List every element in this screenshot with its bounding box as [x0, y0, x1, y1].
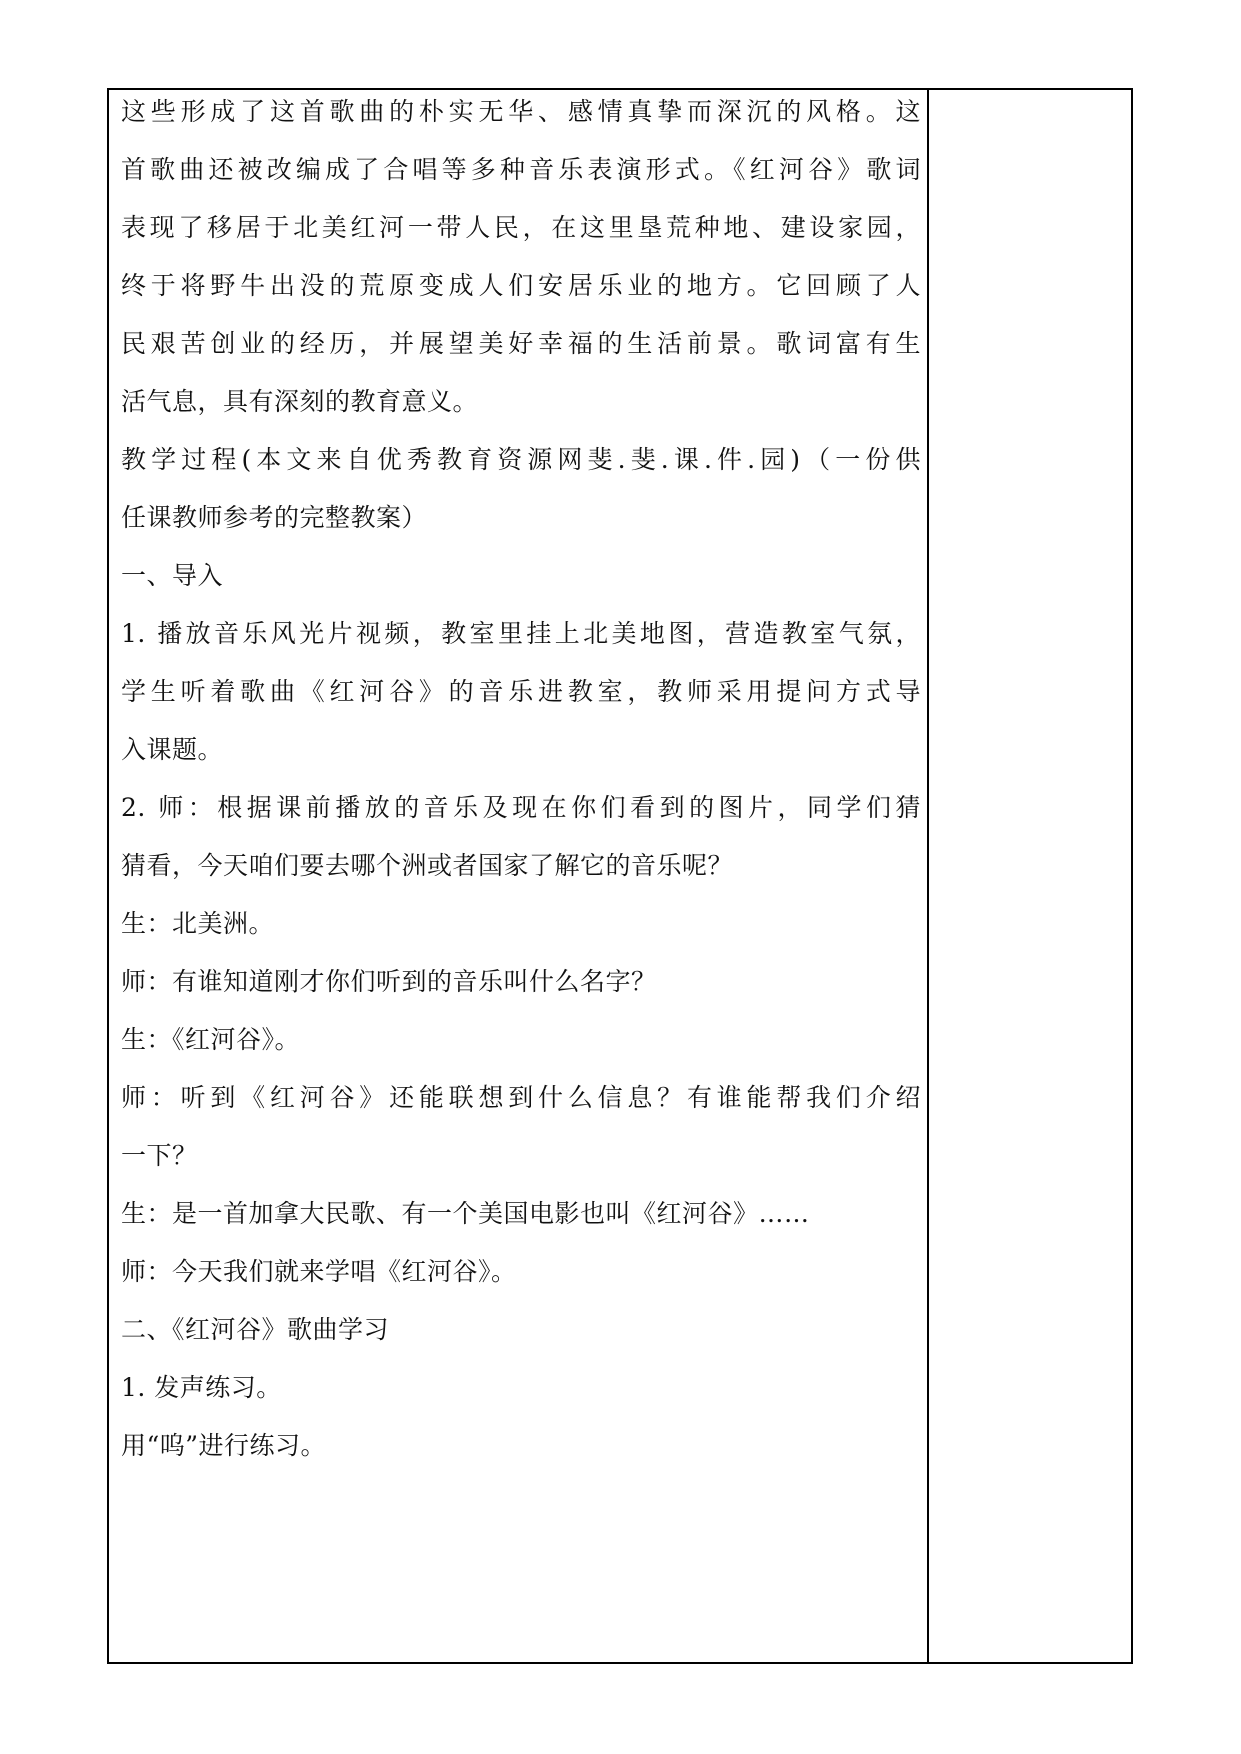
text-line: 终于将野牛出没的荒原变成人们安居乐业的地方。它回顾了人 — [121, 271, 921, 300]
text-line: 生：《红河谷》。 — [121, 1025, 301, 1054]
text-line: 1. 发声练习。 — [121, 1373, 282, 1402]
text-line: 教学过程(本文来自优秀教育资源网斐.斐.课.件.园)（一份供 — [121, 445, 921, 474]
text-line: 用“呜”进行练习。 — [121, 1431, 327, 1460]
text-line: 1. 播放音乐风光片视频，教室里挂上北美地图，营造教室气氛， — [121, 619, 921, 648]
text-line: 表现了移居于北美红河一带人民，在这里垦荒种地、建设家园， — [121, 213, 921, 242]
notes-cell — [929, 90, 1131, 1662]
section-heading: 二、《红河谷》歌曲学习 — [121, 1315, 390, 1344]
text-line: 师：今天我们就来学唱《红河谷》。 — [121, 1257, 517, 1286]
text-line: 猜看，今天咱们要去哪个洲或者国家了解它的音乐呢？ — [121, 851, 734, 880]
lesson-content-cell — [109, 90, 927, 1662]
text-line: 入课题。 — [121, 735, 224, 764]
text-line: 师：听到《红河谷》还能联想到什么信息？有谁能帮我们介绍 — [121, 1083, 921, 1112]
text-line: 生：北美洲。 — [121, 909, 275, 938]
text-line: 民艰苦创业的经历，并展望美好幸福的生活前景。歌词富有生 — [121, 329, 921, 358]
text-line: 任课教师参考的完整教案） — [121, 503, 428, 532]
text-line: 师：有谁知道刚才你们听到的音乐叫什么名字？ — [121, 967, 657, 996]
text-line: 学生听着歌曲《红河谷》的音乐进教室，教师采用提问方式导 — [121, 677, 921, 706]
text-line: 生：是一首加拿大民歌、有一个美国电影也叫《红河谷》…… — [121, 1199, 810, 1228]
text-line: 首歌曲还被改编成了合唱等多种音乐表演形式。《红河谷》歌词 — [121, 155, 921, 184]
text-line: 这些形成了这首歌曲的朴实无华、感情真挚而深沉的风格。这 — [121, 97, 921, 126]
text-line: 一下？ — [121, 1141, 198, 1170]
section-heading: 一、导入 — [121, 561, 224, 590]
text-line: 2. 师：根据课前播放的音乐及现在你们看到的图片，同学们猜 — [121, 793, 921, 822]
text-line: 活气息，具有深刻的教育意义。 — [121, 387, 479, 416]
